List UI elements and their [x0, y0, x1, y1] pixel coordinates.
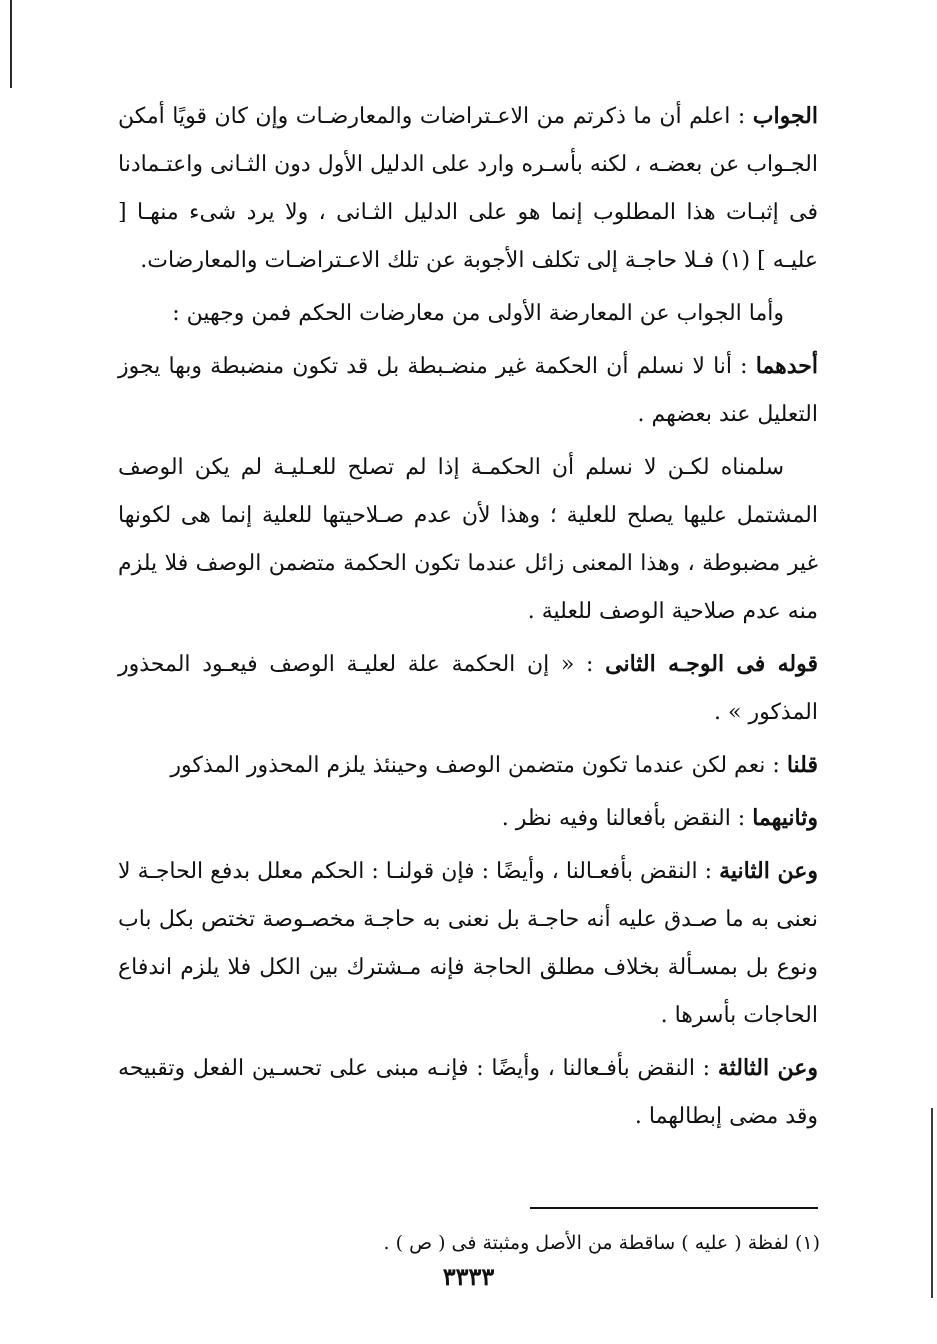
- footnote-separator: [530, 1207, 818, 1209]
- paragraph-lead: قلنا: [786, 752, 818, 778]
- footnote: (١) لفظة ( عليه ) ساقطة من الأصل ومثبتة فى ( ص ) .: [383, 1232, 820, 1254]
- paragraph-second-aspect-quote: [118, 640, 818, 737]
- paragraph-text: : أنا لا نسلم أن الحكمة غير منضـبطة بل قد تكون منضبطة وبها يجوز التعليل عند بعضهم .: [118, 354, 818, 427]
- paragraph-lead: وثانيهما: [752, 805, 818, 831]
- paragraph-answer: [118, 92, 818, 285]
- paragraph-text: سلمناه لكـن لا نسلم أن الحكمـة إذا لم تصلح للعـليـة لم يكن الوصف المشتمل عليها يصلح للعلية ؛ وهذا لأن عدم صـلاحيتها للعلية إنما هى لكونها غير مضبوطة ، وهذا المعنى زائل عندما تكون الحكمة متضمن الوصف فلا يلزم منه عدم صلاحية الوصف للعلية .: [118, 455, 818, 624]
- page-body: [118, 92, 818, 1145]
- paragraph-first-aspect: [118, 342, 818, 439]
- page-number: ٣٣٣٣: [442, 1262, 495, 1291]
- paragraph-text: وأما الجواب عن المعارضة الأولى من معارضات الحكم فمن وجهين :: [172, 301, 784, 326]
- paragraph-lead: الجواب: [752, 103, 818, 129]
- paragraph-text: : النقض بأفعـالنا ، وأيضًا : فإن قولنـا : الحكم معلل بدفع الحاجـة لا نعنى به ما صـدق عليه أنه حاجـة بل نعنى به حاجـة مخصـوصة تختص بكل باب ونوع بل بمسـألة بخلاف مطلق الحاجة فإنه مـشترك بين الكل فلا يلزم اندفاع الحاجات بأسرها .: [118, 859, 818, 1028]
- paragraph-second-objection: [118, 847, 818, 1040]
- paragraph-text: : اعلم أن ما ذكرتم من الاعـتراضات والمعارضـات وإن كان قويًا أمكن الجـواب عن بعضـه ، لكنه بأسـره وارد على الدليل الأول دون الثـانى واعتـمادنا فى إثبـات هذا المطلوب إنما هو على الدليل الثـانى ، ولا يرد شىء منهـا [ عليـه ] (١) فـلا حاجـة إلى تكلف الأجوبة عن تلك الاعـتراضـات والمعارضات.: [118, 104, 818, 273]
- paragraph-lead: أحدهما: [755, 353, 818, 379]
- paragraph-text: : النقض بأفـعالنا ، وأيضًا : فإنـه مبنى على تحسـين الفعل وتقبيحه وقد مضى إبطالهما .: [118, 1056, 818, 1129]
- paragraph-lead: وعن الثالثة: [717, 1055, 819, 1081]
- scan-edge-mark-left: [10, 0, 12, 88]
- paragraph-lead: وعن الثانية: [719, 858, 819, 884]
- paragraph-first-objection-intro: [118, 289, 818, 338]
- paragraph-lead: قوله فى الوجـه الثانى: [605, 651, 818, 677]
- paragraph-reply: [118, 741, 818, 790]
- paragraph-text: : النقض بأفعالنا وفيه نظر .: [501, 806, 753, 831]
- paragraph-third-objection: [118, 1044, 818, 1141]
- paragraph-second-of-two: [118, 794, 818, 843]
- paragraph-text: : « إن الحكمة علة لعليـة الوصف فيعـود المحذور المذكور » .: [118, 652, 818, 725]
- paragraph-concession: [118, 443, 818, 636]
- paragraph-text: : نعم لكن عندما تكون متضمن الوصف وحينئذ يلزم المحذور المذكور: [170, 753, 787, 778]
